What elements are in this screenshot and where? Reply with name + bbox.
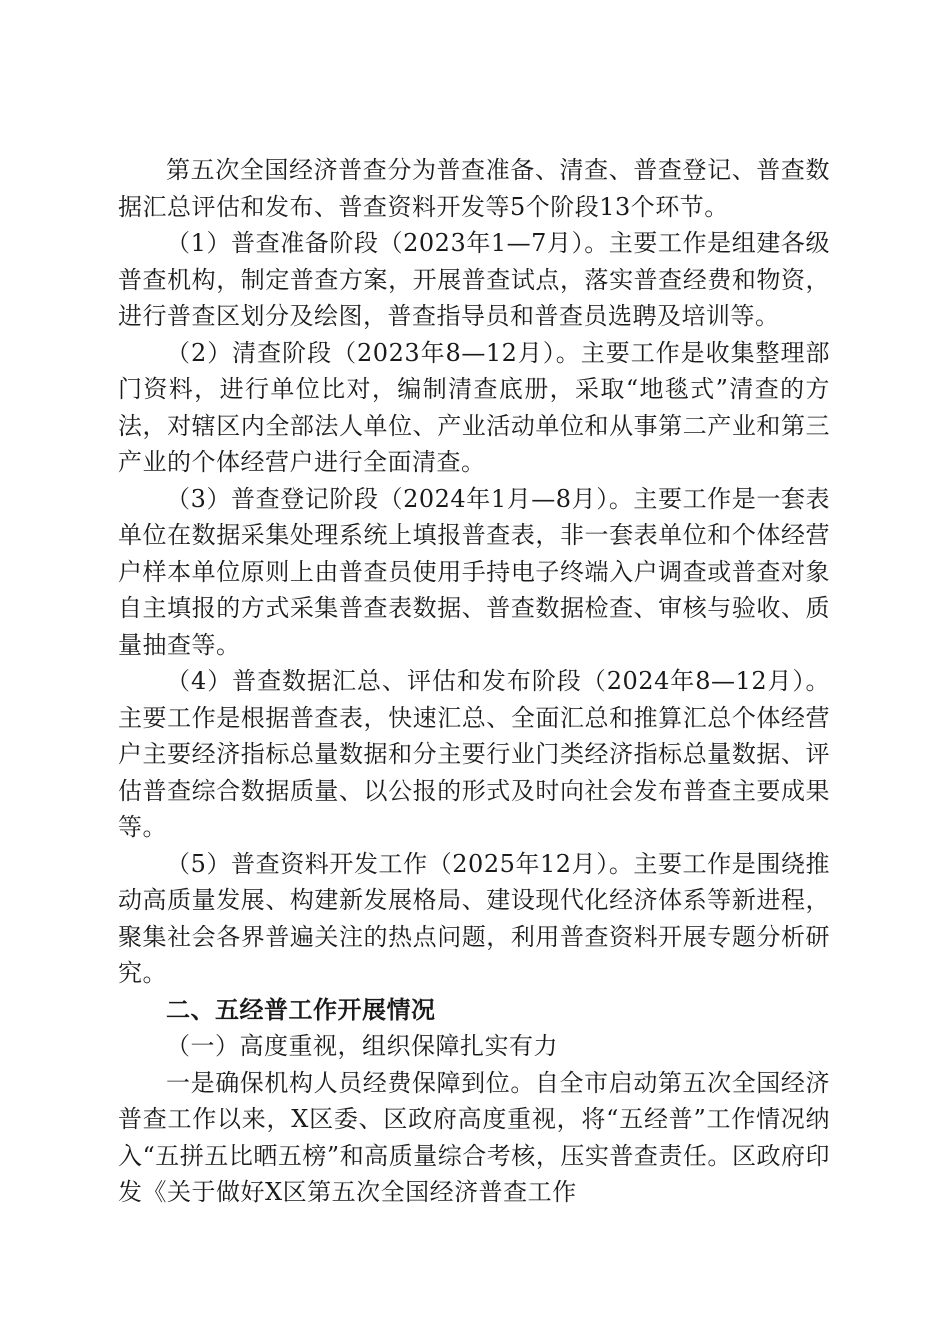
paragraph-stage-2: （2）清查阶段（2023年8—12月）。主要工作是收集整理部门资料，进行单位比对，编制清查底册，采取“地毯式”清查的方法，对辖区内全部法人单位、产业活动单位和从事第二产业和第三产业的个体经营户进行全面清查。	[118, 338, 830, 476]
subsection-heading: （一）高度重视，组织保障扎实有力	[166, 1032, 558, 1060]
paragraph-stage-4: （4）普查数据汇总、评估和发布阶段（2024年8—12月）。主要工作是根据普查表，快速汇总、全面汇总和推算汇总个体经营户主要经济指标总量数据和分主要行业门类经济指标总量数据、评估普查综合数据质量、以公报的形式及时向社会发布普查主要成果等。	[118, 667, 830, 841]
paragraph-stage-1: （1）普查准备阶段（2023年1—7月）。主要工作是组建各级普查机构，制定普查方案，开展普查试点，落实普查经费和物资，进行普查区划分及绘图，普查指导员和普查员选聘及培训等。	[118, 229, 830, 330]
paragraph-stage-3: （3）普查登记阶段（2024年1月—8月）。主要工作是一套表单位在数据采集处理系统上填报普查表，非一套表单位和个体经营户样本单位原则上由普查员使用手持电子终端入户调查或普查对象自主填报的方式采集普查表数据、普查数据检查、审核与验收、质量抽查等。	[118, 484, 830, 659]
paragraph-intro: 第五次全国经济普查分为普查准备、清查、普查登记、普查数据汇总评估和发布、普查资料开发等5个阶段13个环节。	[118, 156, 830, 221]
section-heading: 二、五经普工作开展情况	[166, 995, 436, 1024]
paragraph-body-1: 一是确保机构人员经费保障到位。自全市启动第五次全国经济普查工作以来，X区委、区政府高度重视，将“五经普”工作情况纳入“五拼五比晒五榜”和高质量综合考核，压实普查责任。区政府印发《关于做好X区第五次全国经济普查工作	[118, 1068, 830, 1206]
document-body	[118, 152, 830, 1211]
paragraph-stage-5: （5）普查资料开发工作（2025年12月）。主要工作是围绕推动高质量发展、构建新发展格局、建设现代化经济体系等新进程，聚集社会各界普遍关注的热点问题，利用普查资料开展专题分析研究。	[118, 849, 830, 987]
